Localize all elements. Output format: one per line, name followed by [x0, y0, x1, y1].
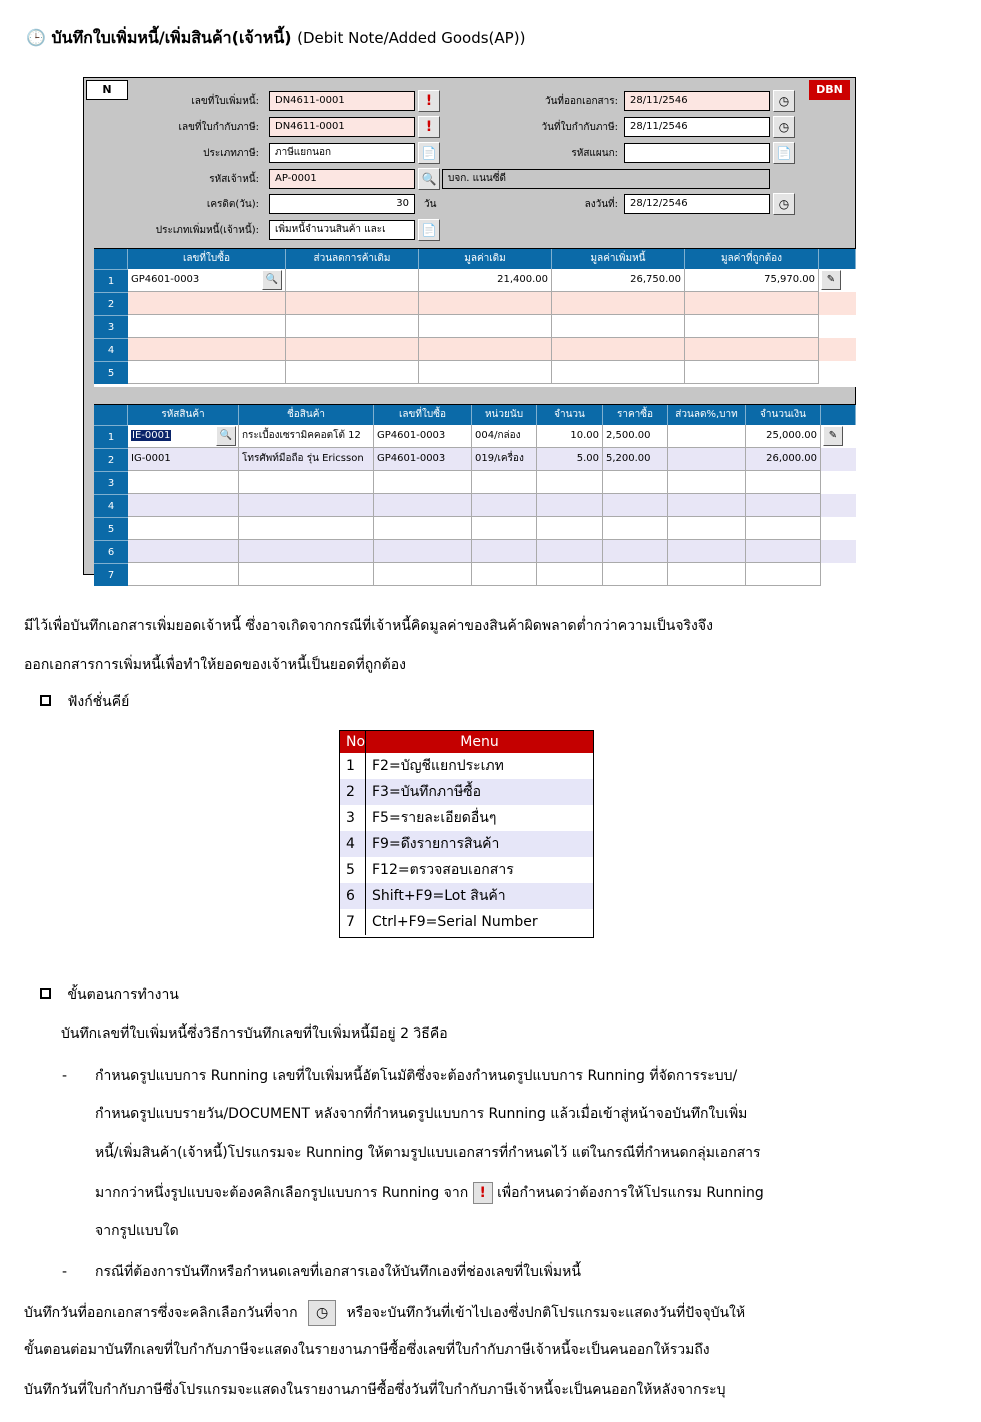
menu-item-no: 5 [340, 857, 366, 883]
clock-icon: ◷ [778, 94, 790, 108]
grid-cell[interactable] [552, 315, 685, 338]
page-title [26, 26, 525, 51]
checkbox-bullet-icon [40, 695, 51, 706]
tax-no-field[interactable]: DN4611-0001 [269, 117, 415, 137]
unit-cell[interactable]: 004/กล่อง [472, 425, 537, 448]
grid-cell[interactable] [668, 517, 746, 540]
grid-cell[interactable] [685, 361, 819, 384]
grid2-header: เลขที่ใบซื้อ [374, 405, 472, 425]
grid-cell[interactable] [128, 494, 239, 517]
grid-cell[interactable] [668, 563, 746, 586]
steps-heading [40, 985, 179, 1005]
grid-cell[interactable] [419, 338, 552, 361]
grid-cell[interactable] [128, 517, 239, 540]
grid-cell[interactable] [472, 563, 537, 586]
grid-cell[interactable] [128, 315, 286, 338]
function-key-menu [339, 730, 594, 938]
menu-item-no: 1 [340, 753, 366, 779]
grid-cell[interactable] [128, 361, 286, 384]
tax-type-label: ประเภทภาษี: [203, 148, 259, 159]
creditor-field[interactable]: AP-0001 [269, 169, 415, 189]
grid2-header: ชื่อสินค้า [239, 405, 374, 425]
debit-note-form [83, 77, 856, 581]
function-key-heading-text: ฟังก์ชั่นคีย์ [67, 694, 130, 710]
checkbox-bullet-icon [40, 988, 51, 999]
grid-cell[interactable] [239, 471, 374, 494]
menu-item-text: F3=บันทึกภาษีซื้อ [372, 784, 482, 800]
search-icon: 🔍 [421, 172, 437, 186]
grid1-corner [94, 249, 128, 269]
grid-cell[interactable] [746, 494, 821, 517]
grid-cell[interactable] [537, 471, 603, 494]
bullet1-line4 [95, 1182, 764, 1204]
menu-item-no: 2 [340, 779, 366, 805]
bullet1-line5: จากรูปแบบใด [95, 1223, 179, 1239]
doc-date-label: วันที่ออกเอกสาร: [544, 96, 618, 107]
grid-cell[interactable] [746, 563, 821, 586]
row-number: 4 [94, 494, 128, 517]
document-type-badge: DBN [809, 80, 850, 100]
day-unit-label: วัน [424, 199, 437, 210]
description-line-1: มีไว้เพื่อบันทึกเอกสารเพิ่มยอดเจ้าหนี้ ซึ่งอาจเกิดจากกรณีที่เจ้าหนี้คิดมูลค่าของสินค้าผิดพลาดต่ำกว่าความเป็นจริงจึง [24, 618, 713, 634]
menu-item-text: F5=รายละเอียดอื่นๆ [372, 810, 497, 826]
row-edit-button[interactable] [823, 426, 843, 446]
grid2-header: หน่วยนับ [472, 405, 537, 425]
function-key-heading [40, 692, 129, 712]
bullet1-line3: หนี้/เพิ่มสินค้า(เจ้าหนี้)โปรแกรมจะ Running ให้ตามรูปแบบเอกสารที่กำหนดไว้ แต่ในกรณีที่กำหนดกลุ่มเอกสาร [95, 1145, 761, 1161]
table-row[interactable] [94, 269, 856, 292]
menu-title-header: Menu [460, 734, 499, 750]
grid-cell[interactable] [746, 471, 821, 494]
table-row[interactable] [94, 563, 856, 581]
table-row[interactable] [94, 361, 856, 384]
product-name-cell[interactable]: กระเบื้องเซรามิคคอตโต้ 12 [239, 425, 374, 448]
grid-cell[interactable] [286, 361, 419, 384]
menu-item[interactable] [340, 753, 593, 779]
grid-cell[interactable] [603, 517, 668, 540]
creditor-name-display: บจก. แนนซี่ดี [442, 169, 770, 189]
price-cell[interactable]: 5,200.00 [603, 448, 668, 471]
tax-type-field[interactable]: ภาษีแยกนอก [269, 143, 415, 163]
menu-item-no: 4 [340, 831, 366, 857]
grid-cell[interactable] [668, 471, 746, 494]
dept-field[interactable] [624, 143, 770, 163]
menu-item-text: Shift+F9=Lot สินค้า [372, 888, 506, 904]
grid-cell[interactable] [552, 338, 685, 361]
exclamation-icon: ! [473, 1182, 493, 1204]
grid-cell[interactable] [685, 315, 819, 338]
table-row[interactable] [94, 471, 856, 494]
calendar-clock-icon: ◷ [308, 1300, 336, 1326]
table-row[interactable] [94, 448, 856, 471]
menu-item-text: Ctrl+F9=Serial Number [372, 914, 538, 930]
grid-cell[interactable] [603, 540, 668, 563]
price-cell[interactable]: 2,500.00 [603, 425, 668, 448]
row-edit-button[interactable] [821, 270, 841, 290]
clock-icon: ◷ [778, 120, 790, 134]
doc-date-field[interactable]: 28/11/2546 [624, 91, 770, 111]
grid-cell[interactable] [128, 540, 239, 563]
menu-item-no: 6 [340, 883, 366, 909]
creditor-label: รหัสเจ้าหนี้: [209, 174, 259, 185]
grid-cell[interactable] [685, 292, 819, 315]
doc-no-field[interactable]: DN4611-0001 [269, 91, 415, 111]
grid1-header: มูลค่าเพิ่มหนี้ [552, 249, 685, 269]
grid2-corner [94, 405, 128, 425]
row-number: 7 [94, 563, 128, 586]
pencil-icon: ✎ [828, 430, 838, 441]
purchase-no-cell[interactable]: GP4601-0003 [128, 269, 286, 292]
grid-cell[interactable] [374, 494, 472, 517]
grid-cell[interactable] [537, 563, 603, 586]
grid-cell[interactable] [603, 471, 668, 494]
doc-date-calendar-button[interactable] [773, 90, 795, 112]
grid-cell[interactable] [128, 338, 286, 361]
paragraph4: ขั้นตอนต่อมาบันทึกเลขที่ใบกำกับภาษีจะแสดงในรายงานภาษีซื้อซึ่งเลขที่ใบกำกับภาษีเจ้าหนี้จะเป็นคนออกให้รวมถึง [24, 1342, 710, 1358]
tax-running-button[interactable] [418, 116, 440, 138]
due-date-field[interactable]: 28/12/2546 [624, 194, 770, 214]
grid-cell[interactable] [552, 361, 685, 384]
mode-indicator: N [86, 80, 128, 100]
bullet-dash: - [62, 1264, 68, 1280]
bullet-dash: - [62, 1068, 68, 1084]
row-number: 3 [94, 471, 128, 494]
grid-cell[interactable] [472, 540, 537, 563]
amount-cell[interactable]: 25,000.00 [746, 425, 821, 448]
menu-item-no: 3 [340, 805, 366, 831]
grid-cell[interactable] [746, 517, 821, 540]
grid-cell[interactable] [668, 494, 746, 517]
due-date-calendar-button[interactable] [773, 193, 795, 215]
grid-cell[interactable] [128, 292, 286, 315]
grid-cell[interactable] [239, 494, 374, 517]
search-icon: 🔍 [219, 430, 233, 441]
bullet1-line4-start: มากกว่าหนึ่งรูปแบบจะต้องคลิกเลือกรูปแบบการ Running จาก [95, 1185, 469, 1201]
paragraph5: บันทึกวันที่ใบกำกับภาษีซึ่งโปรแกรมจะแสดงในรายงานภาษีซื้อซึ่งวันที่ใบกำกับภาษีเจ้าหนี้จะเป็นคนออกให้หลังจากระบุ [24, 1382, 726, 1398]
tax-date-label: วันที่ใบกำกับภาษี: [541, 122, 618, 133]
tax-date-calendar-button[interactable] [773, 116, 795, 138]
row-number: 3 [94, 315, 128, 338]
grid-cell[interactable] [128, 471, 239, 494]
row-number: 6 [94, 540, 128, 563]
menu-header [340, 731, 593, 753]
grid1-header: มูลค่าที่ถูกต้อง [685, 249, 819, 269]
row-number: 2 [94, 292, 128, 315]
row-number: 5 [94, 517, 128, 540]
description-line-2: ออกเอกสารการเพิ่มหนี้เพื่อทำให้ยอดของเจ้าหนี้เป็นยอดที่ถูกต้อง [24, 657, 406, 673]
table-row[interactable] [94, 315, 856, 338]
search-icon: 🔍 [265, 274, 279, 285]
pencil-icon: ✎ [826, 274, 836, 285]
tax-type-lookup-button[interactable] [418, 142, 440, 164]
grid1-header-extra [819, 249, 856, 269]
add-type-label: ประเภทเพิ่มหนี้(เจ้าหนี้): [155, 225, 259, 236]
added-value-cell[interactable]: 26,750.00 [552, 269, 685, 292]
grid-cell[interactable] [472, 471, 537, 494]
grid-cell[interactable] [239, 563, 374, 586]
quantity-cell[interactable]: 5.00 [537, 448, 603, 471]
unit-cell[interactable]: 019/เครื่อง [472, 448, 537, 471]
purchase-no-cell[interactable]: GP4601-0003 [374, 448, 472, 471]
menu-item[interactable] [340, 883, 593, 909]
correct-value-cell[interactable]: 75,970.00 [685, 269, 819, 292]
title-english: (Debit Note/Added Goods(AP)) [297, 29, 526, 47]
grid-cell[interactable] [472, 494, 537, 517]
row-number: 1 [94, 269, 128, 292]
product-search-button[interactable] [216, 426, 236, 446]
tax-date-field[interactable]: 28/11/2546 [624, 117, 770, 137]
grid2-header: รหัสสินค้า [128, 405, 239, 425]
menu-no-header: No [340, 731, 366, 753]
grid2-header: ราคาซื้อ [603, 405, 668, 425]
paragraph3-line1 [24, 1300, 745, 1326]
bullet1-line4-end: เพื่อกำหนดว่าต้องการให้โปรแกรม Running [497, 1185, 764, 1201]
menu-item-no: 7 [340, 909, 366, 935]
grid-cell[interactable] [685, 338, 819, 361]
grid2-header-extra [821, 405, 856, 425]
grid-cell[interactable] [286, 338, 419, 361]
menu-item[interactable] [340, 857, 593, 883]
bullet2-line1: กรณีที่ต้องการบันทึกหรือกำหนดเลขที่เอกสารเองให้บันทึกเองที่ช่องเลขที่ใบเพิ่มหนี้ [95, 1264, 581, 1280]
grid-cell[interactable] [286, 315, 419, 338]
exclamation-icon: ! [425, 93, 433, 109]
grid-cell[interactable] [286, 292, 419, 315]
grid-cell[interactable] [537, 540, 603, 563]
grid2-header: ส่วนลด%,บาท [668, 405, 746, 425]
selected-product-code[interactable]: IE-0001 [132, 430, 171, 441]
purchase-reference-grid [94, 248, 856, 387]
purchase-no-cell[interactable]: GP4601-0003 [374, 425, 472, 448]
old-value-cell[interactable]: 21,400.00 [419, 269, 552, 292]
menu-item[interactable] [340, 831, 593, 857]
steps-heading-text: ขั้นตอนการทำงาน [67, 987, 179, 1003]
grid-cell[interactable] [374, 471, 472, 494]
menu-item-text: F12=ตรวจสอบเอกสาร [372, 862, 514, 878]
grid-cell[interactable] [239, 517, 374, 540]
grid2-header: จำนวน [537, 405, 603, 425]
clock-icon: ◷ [778, 197, 790, 211]
document-icon: 📄 [421, 146, 437, 160]
dept-lookup-button[interactable] [773, 142, 795, 164]
row-number: 2 [94, 448, 128, 471]
grid-cell[interactable] [552, 292, 685, 315]
creditor-search-button[interactable] [418, 168, 440, 190]
menu-item[interactable] [340, 909, 593, 935]
grid1-header: มูลค่าเดิม [419, 249, 552, 269]
document-icon: 📄 [776, 146, 792, 160]
old-discount-cell[interactable] [286, 269, 419, 292]
grid-cell[interactable] [419, 315, 552, 338]
quantity-cell[interactable]: 10.00 [537, 425, 603, 448]
grid-cell[interactable] [603, 563, 668, 586]
grid2-header: จำนวนเงิน [746, 405, 821, 425]
product-code-cell[interactable]: IG-0001 [128, 448, 239, 471]
menu-item-text: F9=ดึงรายการสินค้า [372, 836, 500, 852]
grid1-header: ส่วนลดการค้าเดิม [286, 249, 419, 269]
table-row[interactable] [94, 517, 856, 540]
title-text: บันทึกใบเพิ่มหนี้/เพิ่มสินค้า(เจ้าหนี้) [51, 28, 292, 47]
grid-cell[interactable] [239, 540, 374, 563]
table-row[interactable] [94, 338, 856, 361]
bullet1-line1: กำหนดรูปแบบการ Running เลขที่ใบเพิ่มหนี้อัตโนมัติซึ่งจะต้องกำหนดรูปแบบการ Running ที่จัดการระบบ/ [95, 1068, 738, 1084]
menu-item-text: F2=บัญชีแยกประเภท [372, 758, 504, 774]
grid-cell[interactable] [537, 494, 603, 517]
menu-item[interactable] [340, 779, 593, 805]
grid-cell[interactable] [374, 563, 472, 586]
tax-no-label: เลขที่ใบกำกับภาษี: [178, 122, 259, 133]
bullet1-line2: กำหนดรูปแบบรายวัน/DOCUMENT หลังจากที่กำหนดรูปแบบการ Running แล้วเมื่อเข้าสู่หน้าจอบันทึกใบเพิ่ม [95, 1106, 748, 1122]
credit-days-field[interactable]: 30 [269, 194, 415, 214]
credit-days-label: เครดิต(วัน): [206, 199, 259, 210]
due-date-label: ลงวันที่: [584, 199, 618, 210]
amount-cell[interactable]: 26,000.00 [746, 448, 821, 471]
exclamation-icon: ! [425, 119, 433, 135]
goods-detail-grid [94, 404, 856, 581]
add-type-lookup-button[interactable] [418, 219, 440, 241]
grid-cell[interactable] [374, 540, 472, 563]
grid1-header: เลขที่ใบซื้อ [128, 249, 286, 269]
table-row[interactable] [94, 540, 856, 563]
purchase-search-button[interactable] [262, 270, 282, 290]
steps-intro: บันทึกเลขที่ใบเพิ่มหนี้ซึ่งวิธีการบันทึกเลขที่ใบเพิ่มหนี้มีอยู่ 2 วิธีคือ [61, 1026, 448, 1042]
grid-cell[interactable] [419, 361, 552, 384]
grid-cell[interactable] [668, 540, 746, 563]
row-number: 5 [94, 361, 128, 384]
grid-cell[interactable] [419, 292, 552, 315]
dept-label: รหัสแผนก: [571, 148, 618, 159]
running-format-button[interactable] [418, 90, 440, 112]
grid-cell[interactable] [603, 494, 668, 517]
document-icon: 📄 [421, 223, 437, 237]
row-number: 1 [94, 425, 128, 448]
grid-cell[interactable] [472, 517, 537, 540]
discount-cell[interactable] [668, 425, 746, 448]
discount-cell[interactable] [668, 448, 746, 471]
table-row[interactable] [94, 494, 856, 517]
grid-cell[interactable] [128, 563, 239, 586]
doc-no-label: เลขที่ใบเพิ่มหนี้: [191, 96, 259, 107]
table-row[interactable] [94, 292, 856, 315]
clock-icon: 🕒 [26, 28, 46, 47]
grid-cell[interactable] [746, 540, 821, 563]
product-name-cell[interactable]: โทรศัพท์มือถือ รุ่น Ericsson [239, 448, 374, 471]
add-type-field[interactable]: เพิ่มหนี้จำนวนสินค้า และเ [269, 220, 415, 240]
menu-item[interactable] [340, 805, 593, 831]
table-row[interactable] [94, 425, 856, 448]
paragraph3-start: บันทึกวันที่ออกเอกสารซึ่งจะคลิกเลือกวันที่จาก [24, 1305, 298, 1321]
paragraph3-end: หรือจะบันทึกวันที่เข้าไปเองซึ่งปกติโปรแกรมจะแสดงวันที่ปัจจุบันให้ [346, 1305, 746, 1321]
grid-cell[interactable] [537, 517, 603, 540]
row-number: 4 [94, 338, 128, 361]
grid-cell[interactable] [374, 517, 472, 540]
